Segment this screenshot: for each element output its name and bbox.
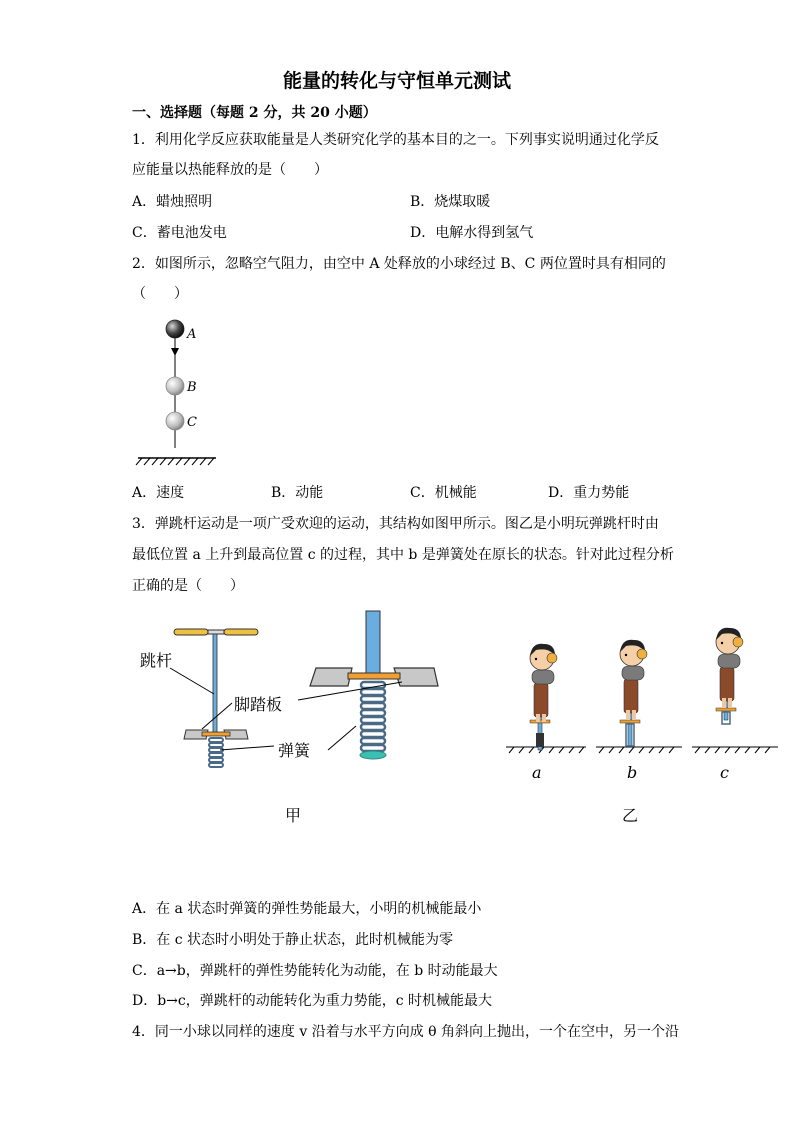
pedal-large-left <box>310 668 352 686</box>
arrow-down-icon <box>171 348 179 356</box>
page-title: 能量的转化与守恒单元测试 <box>282 70 511 92</box>
label-b: B <box>187 380 197 395</box>
question-2-stem-line2: （ ） <box>132 286 188 302</box>
question-3-option-d: D．b→c，弹跳杆的动能转化为重力势能，c 时机械能最大 <box>132 993 493 1009</box>
person-state-c <box>716 628 743 724</box>
question-2-option-c: C．机械能 <box>410 485 477 501</box>
question-1-option-b: B．烧煤取暖 <box>410 194 491 210</box>
caption-yi: 乙 <box>622 806 639 825</box>
question-2-figure <box>130 314 230 466</box>
question-4-stem-line1: 4．同一小球以同样的速度 v 沿着与水平方向成 θ 角斜向上抛出，一个在空中，另一个沿 <box>132 1024 680 1040</box>
spring-small <box>209 738 223 767</box>
label-c: C <box>187 415 197 430</box>
spring-base <box>360 751 386 759</box>
ball-b <box>166 377 184 395</box>
label-spring: 弹簧 <box>278 741 311 760</box>
pogo-stick-motion-figure <box>500 606 786 828</box>
question-1-option-a: A．蜡烛照明 <box>132 194 213 210</box>
label-a: A <box>187 327 197 342</box>
handle-left <box>174 629 208 635</box>
pedal-large-right <box>394 668 438 686</box>
handle-right <box>224 629 258 635</box>
question-2-option-d: D．重力势能 <box>548 485 630 501</box>
question-2-option-b: B．动能 <box>271 485 324 501</box>
question-3-stem-line3: 正确的是（ ） <box>132 578 244 594</box>
question-3-stem-line2: 最低位置 a 上升到最高位置 c 的过程，其中 b 是弹簧处在原长的状态。针对此过程分析 <box>132 547 674 563</box>
ball-c <box>166 412 184 430</box>
question-3-option-a: A．在 a 状态时弹簧的弹性势能最大，小明的机械能最小 <box>132 901 482 917</box>
section-heading: 一、选择题（每题 2 分，共 20 小题） <box>132 105 377 121</box>
ball-a <box>166 320 184 338</box>
leader-spring-large <box>328 726 356 750</box>
ground-b <box>596 747 682 753</box>
question-1-stem-line1: 1．利用化学反应获取能量是人类研究化学的基本目的之一。下列事实说明通过化学反 <box>132 132 659 148</box>
question-3-stem-line1: 3．弹跳杆运动是一项广受欢迎的运动，其结构如图甲所示。图乙是小明玩弹跳杆时由 <box>132 516 659 532</box>
person-state-b <box>620 640 647 746</box>
question-1-stem-line2: 应能量以热能释放的是（ ） <box>132 162 328 178</box>
question-3-option-c: C．a→b，弹跳杆的弹性势能转化为动能，在 b 时动能最大 <box>132 963 498 979</box>
question-2-stem-line1: 2．如图所示，忽略空气阻力，由空中 A 处释放的小球经过 B、C 两位置时具有相同的 <box>132 256 666 272</box>
leader-spring-small <box>220 746 274 750</box>
ground-hatching <box>136 458 214 465</box>
pogo-stick-structure-figure <box>130 606 450 828</box>
handle-center <box>208 630 224 634</box>
question-1-option-d: D．电解水得到氢气 <box>410 225 534 241</box>
question-1-option-c: C．蓄电池发电 <box>132 225 227 241</box>
spring-large <box>361 682 385 751</box>
label-state-a: a <box>532 763 542 782</box>
pedal-bar-large <box>348 673 400 679</box>
person-state-a <box>530 644 557 750</box>
label-state-c: c <box>720 763 729 782</box>
pedal-bar-small <box>202 732 230 736</box>
leader-pole <box>170 668 214 694</box>
label-pole: 跳杆 <box>140 651 173 670</box>
ground-c <box>692 747 778 753</box>
pole-large <box>366 611 380 675</box>
caption-jia: 甲 <box>285 806 302 825</box>
label-state-b: b <box>627 763 638 782</box>
label-pedal: 脚踏板 <box>234 695 283 714</box>
question-2-option-a: A．速度 <box>132 485 185 501</box>
question-3-option-b: B．在 c 状态时小明处于静止状态，此时机械能为零 <box>132 932 454 948</box>
ground-a <box>506 747 586 753</box>
